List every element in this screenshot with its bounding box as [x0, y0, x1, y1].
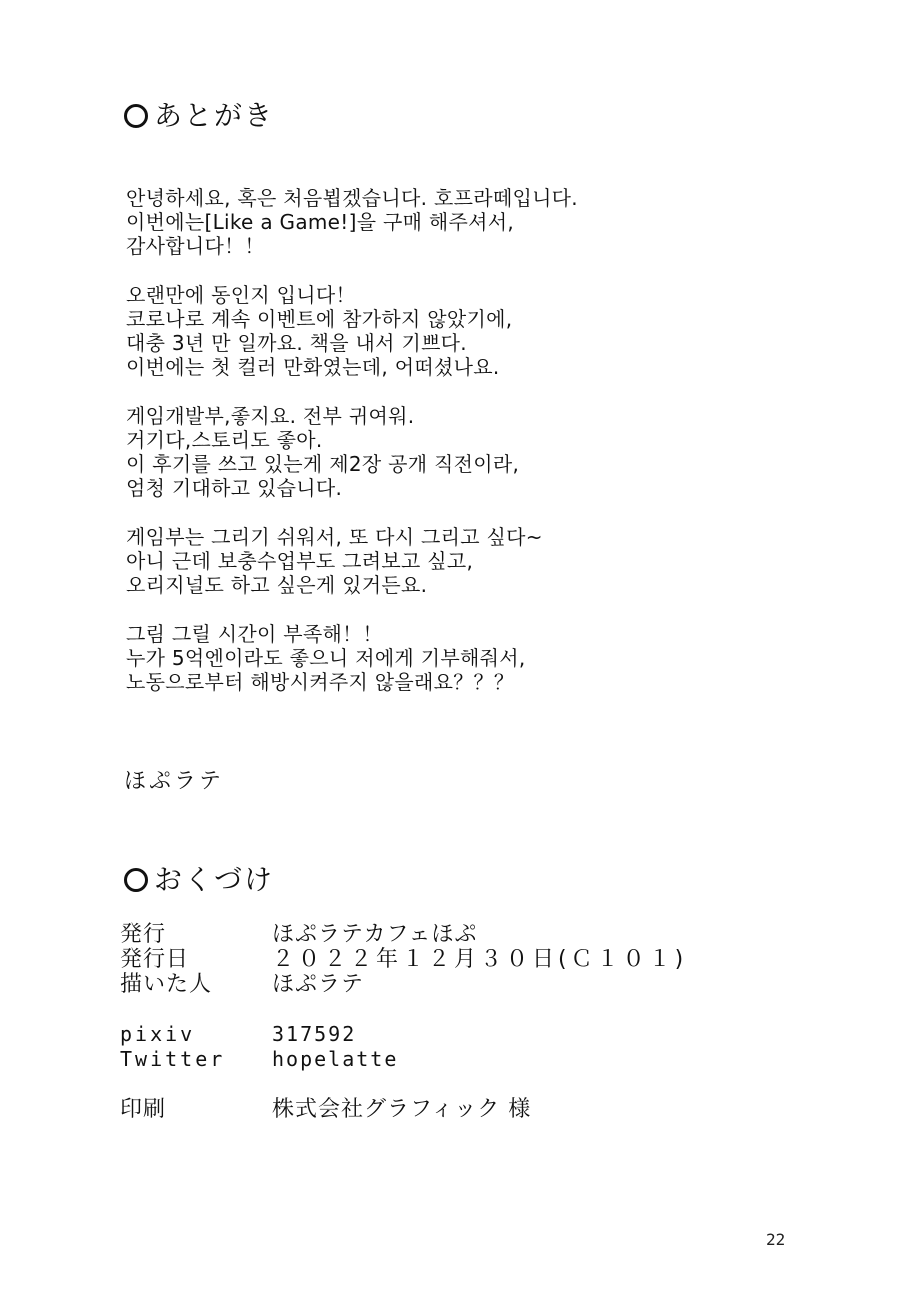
divider-space: [120, 1072, 740, 1097]
afterword-line: 이 후기를 쓰고 있는게 제2장 공개 직전이라,: [126, 452, 520, 476]
colophon-row-pixiv: [120, 1022, 740, 1047]
afterword-line: 게임부는 그리기 쉬워서, 또 다시 그리고 싶다~: [126, 525, 543, 549]
afterword-line: 대충 3년 만 일까요. 책을 내서 기쁘다.: [126, 331, 467, 355]
page-number: 22: [766, 1230, 786, 1249]
date-label: 発行日: [120, 947, 190, 972]
afterword-line: 이번에는[Like a Game!]을 구매 해주셔서,: [126, 210, 514, 234]
colophon-row-twitter: [120, 1047, 740, 1072]
afterword-line: 엄청 기대하고 있습니다.: [126, 476, 343, 500]
twitter-value: hopelatte: [272, 1047, 399, 1071]
colophon-row-artist: [120, 972, 740, 997]
afterword-line: 아니 근데 보충수업부도 그려보고 싶고,: [126, 549, 474, 573]
afterword-line: 오랜만에 동인지 입니다！: [126, 283, 356, 307]
colophon-row-date: [120, 947, 740, 972]
afterword-paragraph: [126, 622, 766, 694]
colophon-heading-text: おくづけ: [154, 863, 275, 896]
colophon-row-printer: [120, 1097, 740, 1122]
afterword-line: 거기다,스토리도 좋아.: [126, 428, 323, 452]
printer-value: 株式会社グラフィック 様: [272, 1097, 532, 1122]
afterword-line: 게임개발부,좋지요. 전부 귀여워.: [126, 404, 415, 428]
artist-value: ほぷラテ: [272, 972, 365, 997]
twitter-label: Twitter: [120, 1047, 226, 1071]
colophon-heading: [124, 863, 275, 896]
artist-label: 描いた人: [120, 972, 213, 997]
afterword-line: 안녕하세요, 혹은 처음뵙겠습니다. 호프라떼입니다.: [126, 186, 578, 210]
afterword-line: 코로나로 계속 이벤트에 참가하지 않았기에,: [126, 307, 513, 331]
circle-outline-icon: [124, 868, 148, 892]
afterword-body: [126, 186, 766, 719]
pixiv-label: pixiv: [120, 1022, 196, 1046]
afterword-line: 그림 그릴 시간이 부족해！！: [126, 622, 383, 646]
afterword-paragraph: [126, 283, 766, 379]
afterword-line: 오리지널도 하고 싶은게 있거든요.: [126, 573, 428, 597]
circle-outline-icon: [124, 104, 148, 128]
divider-space: [120, 997, 740, 1022]
afterword-line: 감사합니다！！: [126, 234, 265, 258]
pixiv-value: 317592: [272, 1022, 357, 1046]
afterword-heading-text: あとがき: [154, 99, 275, 132]
afterword-line: 누가 5억엔이라도 좋으니 저에게 기부해줘서,: [126, 646, 526, 670]
colophon-table: [120, 922, 740, 1122]
afterword-paragraph: [126, 404, 766, 500]
afterword-paragraph: [126, 525, 766, 597]
afterword-line: 노동으로부터 해방시켜주지 않을래요？？？: [126, 670, 515, 694]
afterword-signature: ほぷラテ: [124, 769, 225, 794]
printer-label: 印刷: [120, 1097, 167, 1122]
afterword-paragraph: [126, 186, 766, 258]
afterword-heading: [124, 99, 275, 132]
afterword-line: 이번에는 첫 컬러 만화였는데, 어떠셨나요.: [126, 355, 500, 379]
publisher-value: ほぷラテカフェほぷ: [272, 922, 478, 947]
colophon-row-publisher: [120, 922, 740, 947]
publisher-label: 発行: [120, 922, 167, 947]
date-value: ２０２２年１２月３０日(Ｃ１０１): [272, 947, 688, 972]
